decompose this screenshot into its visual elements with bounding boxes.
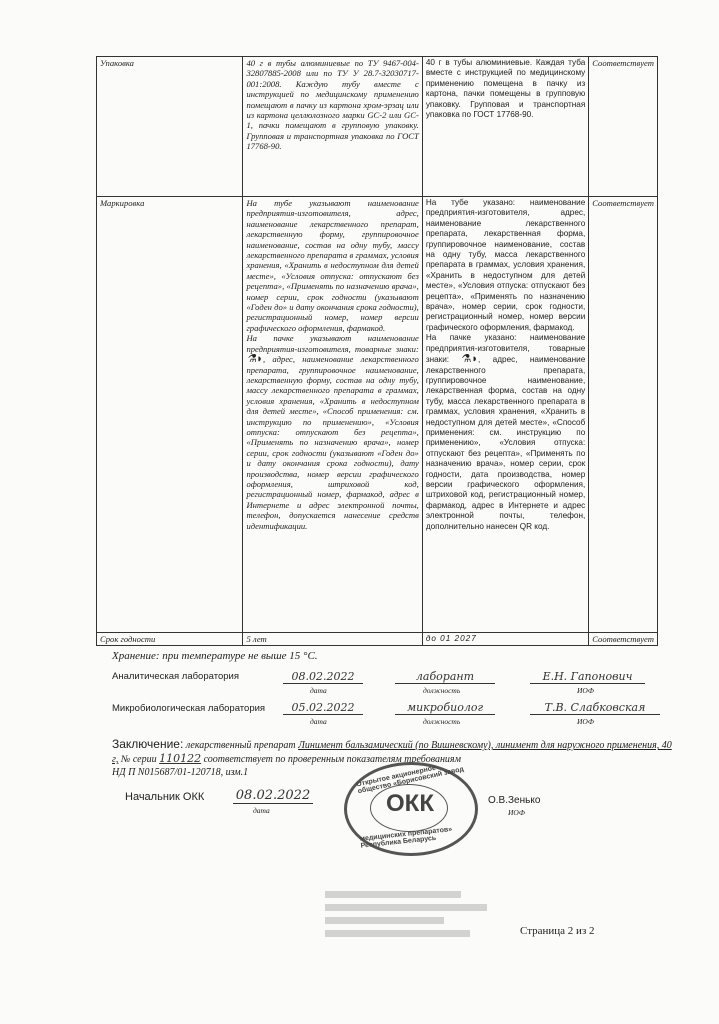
lab-position-caption: должность xyxy=(423,717,461,726)
series-label: № серии xyxy=(120,754,157,765)
stamp-bottom-text: медицинских препаратов» Республика Беларусь xyxy=(359,826,453,850)
lab-name: Аналитическая лаборатория xyxy=(112,671,239,682)
conclusion-text: лекарственный препарат xyxy=(185,740,296,751)
row-result: 40 г в тубы алюминиевые. Каждая туба вместе с инструкцией по медицинскому применению помещена в пачку из картона, пачки помещены в групповую упаковку. Групповая и транспортная упаковка по ГОСТ 17768-90. xyxy=(422,57,588,197)
stamp-center-text: ОКК xyxy=(386,790,434,817)
lab-position: микробиолог xyxy=(395,701,495,715)
row-result xyxy=(422,197,588,633)
head-date-caption: дата xyxy=(253,806,270,815)
row-requirement: 5 лет xyxy=(243,633,422,646)
bleed-through-mark xyxy=(325,885,495,955)
row-name: Маркировка xyxy=(97,197,243,633)
conclusion-label: Заключение: xyxy=(112,737,184,751)
table-row xyxy=(97,197,658,633)
lab-date: 05.02.2022 xyxy=(283,701,363,715)
lab-person: Е.Н. Гапонович xyxy=(530,670,645,684)
lab-person: Т.В. Слабковская xyxy=(530,701,660,715)
lab-date: 08.02.2022 xyxy=(283,670,363,684)
lab-position: лаборант xyxy=(395,670,495,684)
head-name-caption: ИОФ xyxy=(508,808,525,817)
row-requirement: 40 г в тубы алюминиевые по ТУ 9467-004-32807885-2008 или по ТУ У 28.7-32030717-001:2008. Каждую тубу вместе с инструкцией по медицинскому применению помещают в пачку из картона хром-эрзац или из картона целлюлозного марки GC-2 или GC-1, пачки помещают в групповую упаковку. Групповая и транспортная упаковка по ГОСТ 17768-90. xyxy=(243,57,422,197)
trademark-icon: ⚗◗ xyxy=(461,353,478,366)
page-number: Страница 2 из 2 xyxy=(520,925,595,937)
result-tube: На тубе указано: наименование предприятия-изготовителя, адрес, наименование лекарственного препарата, лекарственная форма, группировочное наименование, состав на одну тубу, масса лекарственного препарата в граммах, условия хранения, «Хранить в недоступном для детей местe», «Условия отпуска: отпускают без рецепта», «Применять по назначению врача», номер серии, срок годности, регистрационный номер, номер версии графического оформления, фармакод. xyxy=(425,198,586,332)
trademark-icon: ⚗◗ xyxy=(246,353,263,366)
storage-note: Хранение: при температуре не выше 15 °С. xyxy=(112,650,318,662)
lab-date-caption: дата xyxy=(310,686,327,695)
row-name: Срок годности xyxy=(97,633,243,646)
table-row xyxy=(97,633,658,646)
row-result: до 01 2027 xyxy=(422,633,588,646)
lab-person-caption: ИОФ xyxy=(577,717,594,726)
requirement-pack: На пачке указывают наименование предприятия-изготовителя, товарные знаки: xyxy=(246,333,419,354)
table-row xyxy=(97,57,658,197)
conclusion-product: Линимент бальзамический (по Вишневскому), линимент для наружного применения, 40 г, xyxy=(112,740,672,765)
series-number: 110122 xyxy=(159,752,202,765)
result-pack-rest: , адрес, наименование лекарственного препарата, группировочное наименование, лекарственная форма, состав на одну тубу, масса лекарственного препарата в граммах, условия хранения, «Хранить в недоступном для детей местe», «Способ применения: см. инструкцию по применению», «Условия отпуска: отпускают без рецепта», «Применять по назначению врача», номер серии, срок годности, дата производства, номер версии графического оформления, штриховой код, регистрационный номер, фармакод, адрес в Интернете и адрес электронной почты, телефон, дополнительно нанесен QR код. xyxy=(425,355,586,531)
row-verdict: Соответствует xyxy=(589,57,658,197)
stamp-top-text: Открытое акционерное общество «Борисовский завод xyxy=(355,764,465,796)
spec-table xyxy=(96,56,658,646)
row-verdict: Соответствует xyxy=(589,633,658,646)
lab-name: Микробиологическая лаборатория xyxy=(112,703,266,714)
requirement-tube: На тубе указывают наименование предприятия-изготовителя, адрес, наименование лекарственного препарат, лекарственную форму, группировочное наименование, состав на одну тубу, массу лекарственного препарата в граммах, условия хранения, «Хранить в недоступном для детей местe», «Условия отпуска: отпускают без рецепта», «Применять по назначению врача», номер серии, срок годности (указывают «Годен до» и дату окончания срока годности), регистрационный номер, номер версии графического оформления, фармакод. xyxy=(246,198,419,333)
lab-date-caption: дата xyxy=(310,717,327,726)
row-name: Упаковка xyxy=(97,57,243,197)
result-pack: На пачке указано: наименование предприятия-изготовителя, товарные знаки: xyxy=(425,333,586,365)
lab-person-caption: ИОФ xyxy=(577,686,594,695)
row-verdict: Соответствует xyxy=(589,197,658,633)
head-label: Начальник ОКК xyxy=(125,791,205,803)
row-requirement xyxy=(243,197,422,633)
head-date: 08.02.2022 xyxy=(233,788,313,804)
head-name: О.В.Зенько xyxy=(488,795,541,806)
conclusion-doc: НД П N015687/01-120718, изм.1 xyxy=(112,767,249,778)
requirement-pack-rest: , адрес, наименование лекарственного препарата, группировочное наименование, лекарственную форму, состав на одну тубу, массу лекарственного препарата в граммах, условия хранения, «Хранить в недоступном для детей местe», «Способ применения: см. инструкцию по применению», «Условия отпуска: отпускают без рецепта», «Применять по назначению врача», номер серии, срок годности (указывают «Годен до» и дату окончания срока годности), дату производства, номер версии графического оформления, штриховой код, регистрационный номер, фармакод, адрес в Интернете и адрес электронной почты, телефон, допускается нанесение средств идентификации. xyxy=(246,354,419,531)
lab-position-caption: должность xyxy=(423,686,461,695)
conclusion-text-2: соответствует по проверенным показателям требованиям xyxy=(203,754,461,765)
